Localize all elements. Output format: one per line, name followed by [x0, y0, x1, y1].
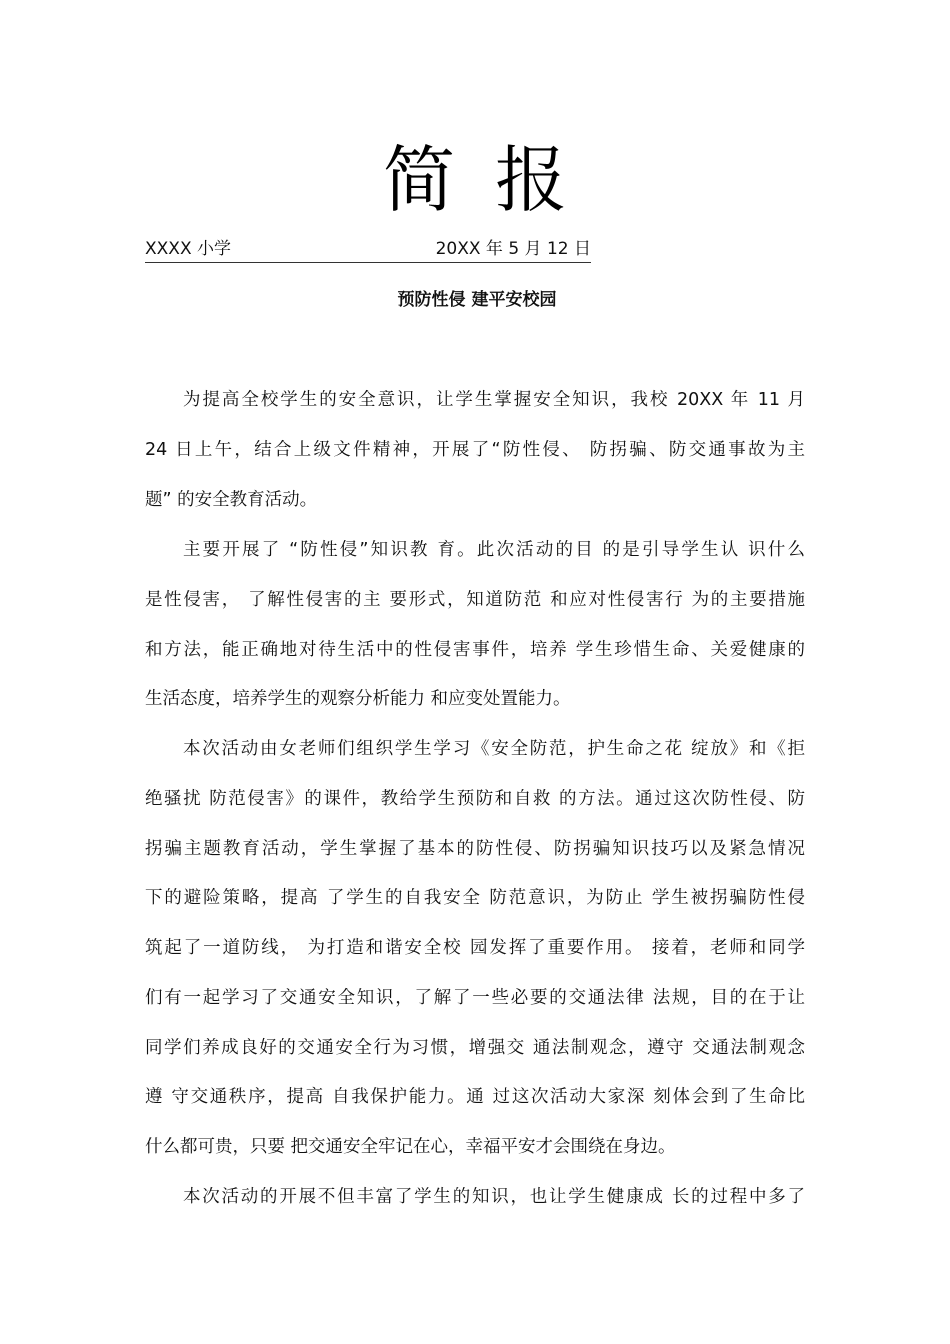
paragraph-2-line-1: 主要开展了 “防性侵”知识教 育。此次活动的目 的是引导学生认 识什么: [183, 540, 805, 560]
paragraph-2-line-2: 是性侵害， 了解性侵害的主 要形式，知道防范 和应对性侵害行 为的主要措施: [145, 590, 805, 610]
school-name: XXXX 小学: [145, 239, 231, 259]
paragraph-3-line-7: 同学们养成良好的交通安全行为习惯，增强交 通法制观念，遵守 交通法制观念: [145, 1038, 805, 1058]
report-date: 20XX 年 5 月 12 日: [435, 239, 591, 259]
paragraph-4-line-1: 本次活动的开展不但丰富了学生的知识，也让学生健康成 长的过程中多了: [183, 1187, 805, 1207]
paragraph-3-line-2: 绝骚扰 防范侵害》的课件，教给学生预防和自救 的方法。通过这次防性侵、防: [145, 789, 805, 809]
paragraph-3-line-6: 们有一起学习了交通安全知识，了解了一些必要的交通法律 法规，目的在于让: [145, 988, 805, 1008]
paragraph-1-line-3: 题” 的安全教育活动。: [145, 490, 318, 510]
paragraph-3-line-1: 本次活动由女老师们组织学生学习《安全防范，护生命之花 绽放》和《拒: [183, 739, 805, 759]
paragraph-3-line-5: 筑起了一道防线， 为打造和谐安全校 园发挥了重要作用。 接着，老师和同学: [145, 938, 805, 958]
paragraph-1-line-2: 24 日上午，结合上级文件精神，开展了“防性侵、 防拐骗、防交通事故为主: [145, 440, 805, 460]
paragraph-3-line-8: 遵 守交通秩序，提高 自我保护能力。通 过这次活动大家深 刻体会到了生命比: [145, 1087, 805, 1107]
paragraph-3-line-3: 拐骗主题教育活动，学生掌握了基本的防性侵、防拐骗知识技巧以及紧急情况: [145, 839, 805, 859]
document-title: 简报: [382, 138, 607, 222]
paragraph-2-line-3: 和方法，能正确地对待生活中的性侵害事件，培养 学生珍惜生命、关爱健康的: [145, 640, 805, 660]
paragraph-1-line-1: 为提高全校学生的安全意识，让学生掌握安全知识，我校 20XX 年 11 月: [183, 390, 805, 410]
paragraph-3-line-4: 下的避险策略，提高 了学生的自我安全 防范意识，为防止 学生被拐骗防性侵: [145, 888, 805, 908]
article-subtitle: 预防性侵 建平安校园: [397, 290, 557, 310]
paragraph-2-line-4: 生活态度，培养学生的观察分析能力 和应变处置能力。: [145, 689, 571, 709]
header-meta-line: [145, 236, 591, 263]
paragraph-3-line-9: 什么都可贵，只要 把交通安全牢记在心，幸福平安才会围绕在身边。: [145, 1137, 676, 1157]
